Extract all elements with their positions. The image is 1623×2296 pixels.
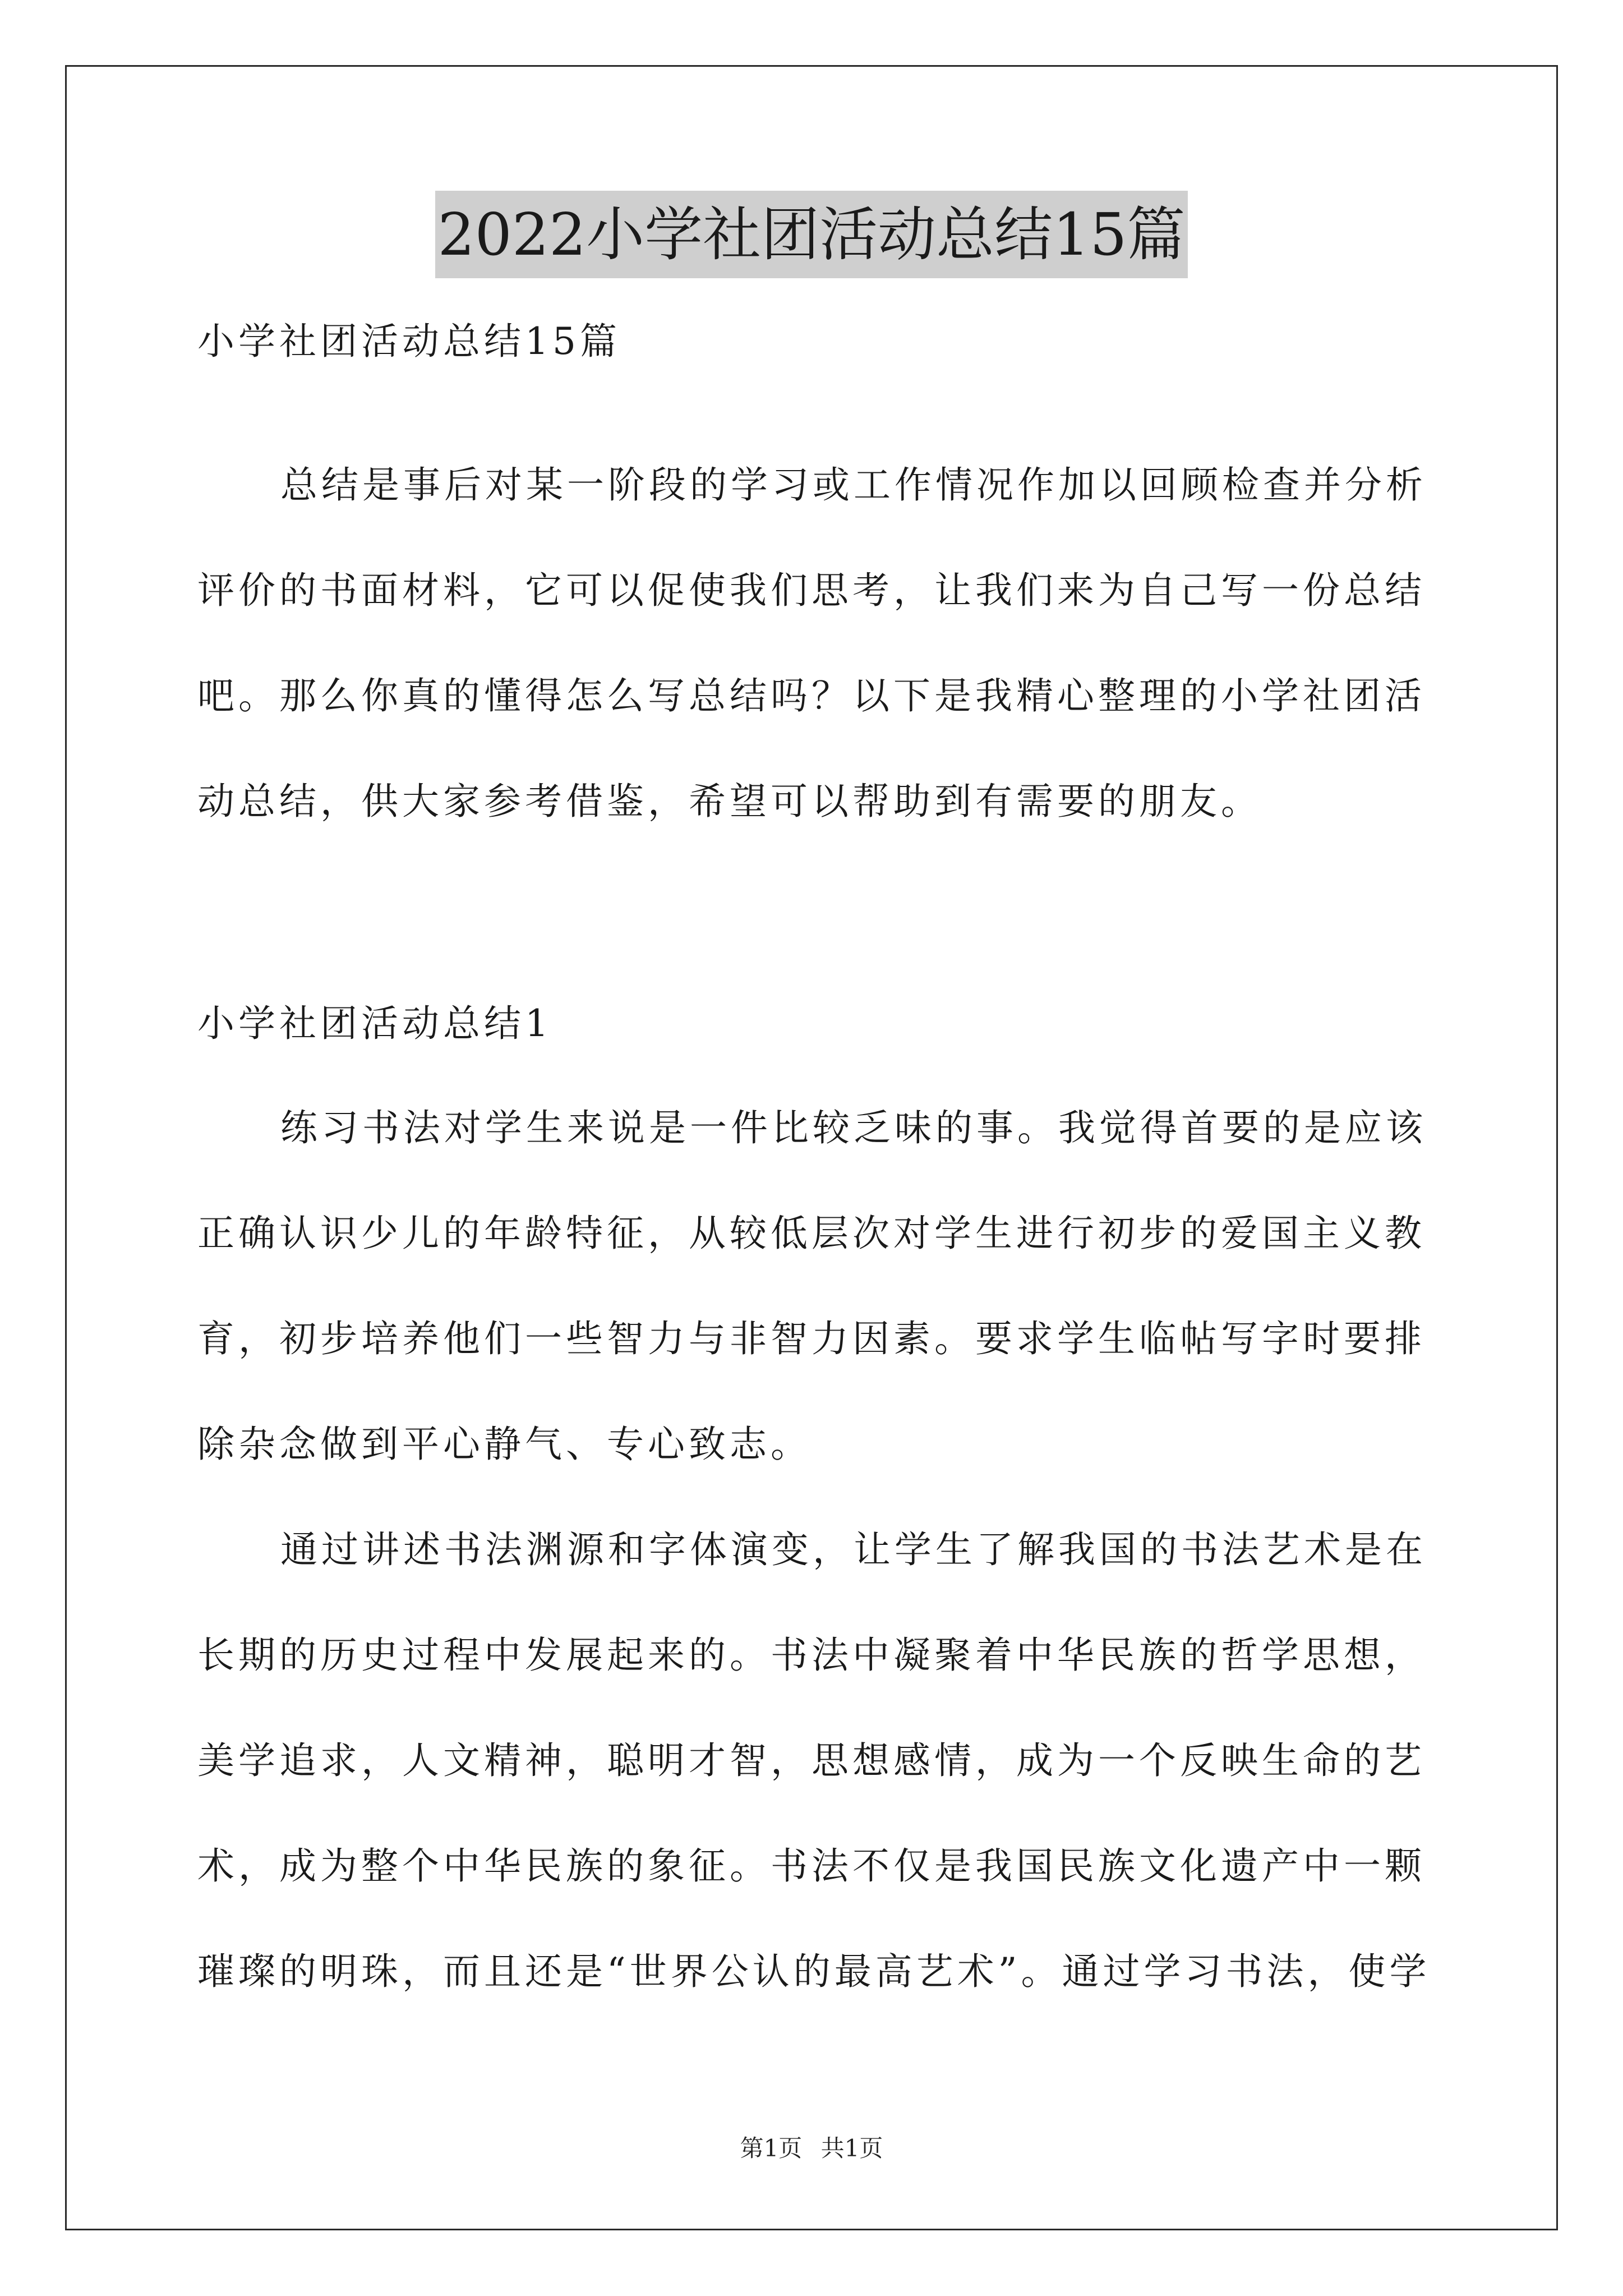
para1-line-1: 练习书法对学生来说是一件比较乏味的事。我觉得首要的是应该 <box>280 1106 1427 1149</box>
para2-line-4: 术，成为整个中华民族的象征。书法不仅是我国民族文化遗产中一颗 <box>197 1844 1426 1888</box>
para1-line-4: 除杂念做到平心静气、专心致志。 <box>197 1423 811 1466</box>
intro-line-4: 动总结，供大家参考借鉴，希望可以帮助到有需要的朋友。 <box>197 780 1262 823</box>
document-title: 2022小学社团活动总结15篇 <box>435 191 1187 278</box>
page-number: 第1页 <box>740 2134 803 2162</box>
para1-line-2: 正确认识少儿的年龄特征，从较低层次对学生进行初步的爱国主义教 <box>197 1212 1426 1255</box>
para2-line-2: 长期的历史过程中发展起来的。书法中凝聚着中华民族的哲学思想， <box>197 1634 1426 1677</box>
intro-line-1: 总结是事后对某一阶段的学习或工作情况作加以回顾检查并分析 <box>280 463 1427 507</box>
page-footer <box>0 2132 1623 2165</box>
para2-line-1: 通过讲述书法渊源和字体演变，让学生了解我国的书法艺术是在 <box>280 1528 1427 1571</box>
page-total: 共1页 <box>820 2134 883 2162</box>
intro-line-3: 吧。那么你真的懂得怎么写总结吗？以下是我精心整理的小学社团活 <box>197 674 1426 717</box>
intro-line-2: 评价的书面材料，它可以促使我们思考，让我们来为自己写一份总结 <box>197 569 1426 612</box>
para2-line-5: 璀璨的明珠，而且还是“世界公认的最高艺术”。通过学习书法，使学 <box>197 1950 1431 1993</box>
document-subtitle: 小学社团活动总结15篇 <box>197 320 621 363</box>
title-container <box>0 191 1623 278</box>
para2-line-3: 美学追求，人文精神，聪明才智，思想感情，成为一个反映生命的艺 <box>197 1739 1426 1782</box>
section-heading: 小学社团活动总结1 <box>197 1002 552 1045</box>
para1-line-3: 育，初步培养他们一些智力与非智力因素。要求学生临帖写字时要排 <box>197 1317 1426 1360</box>
